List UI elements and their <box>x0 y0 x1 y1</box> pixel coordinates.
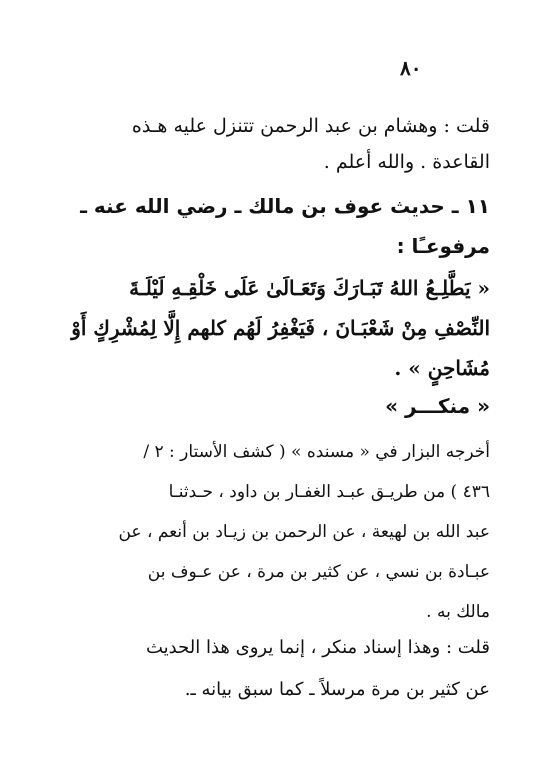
takhrij-line-2: ٤٣٦ ) من طريـق عبـد الغفـار بن داود ، حـدثنـا <box>168 482 490 502</box>
takhrij-line-3: عبد الله بن لهيعة ، عن الرحمن بن زيـاد بن أنعم ، عن <box>118 522 490 542</box>
hadith-line-3: مُشَاحِنٍ » . <box>394 356 490 380</box>
takhrij-line-5: مالك به . <box>426 602 490 622</box>
hadith-heading-line-2: مرفوعـًا : <box>396 234 490 258</box>
verdict-text: « منكـــر » <box>385 394 490 418</box>
hadith-heading <box>40 186 490 266</box>
comment-line-2: عن كثير بن مرة مرسلاً ـ كما سبق بيانه ـ. <box>184 679 490 700</box>
intro-line-1: قلت : وهشام بن عبد الرحمن تتنزل عليه هـذه <box>131 115 490 137</box>
hadith-line-1: « يَطَّلِـعُ اللهُ تَبَـارَكَ وَتَعَـالَىٰ عَلَى خَلْقِـهِ لَيْلَـةَ <box>129 276 490 300</box>
takhrij-paragraph <box>40 432 490 632</box>
takhrij-line-1: أخرجه البزار في « مسنده » ( كشف الأستار : ٢ / <box>143 442 490 462</box>
hadith-line-2: النِّصْفِ مِنْ شَعْبَـانَ ، فَيَغْفِرُ لَهُم كلهم إِلَّا لِمُشْرِكٍ أَوْ <box>71 316 490 340</box>
intro-line-2: القاعدة . والله أعلم . <box>323 151 490 173</box>
hadith-text <box>40 268 490 388</box>
page-number: ٨٠ <box>400 56 422 80</box>
intro-paragraph <box>40 108 490 180</box>
hadith-heading-line-1: ١١ ـ حديث عوف بن مالك ـ رضي الله عنه ـ <box>80 194 490 218</box>
comment-line-1: قلت : وهذا إسناد منكر ، إنما يروى هذا الحديث <box>145 637 490 658</box>
comment-paragraph <box>40 627 490 711</box>
hadith-verdict <box>40 390 490 422</box>
takhrij-line-4: عبـادة بن نسي ، عن كثير بن مرة ، عن عـوف بن <box>147 562 490 582</box>
